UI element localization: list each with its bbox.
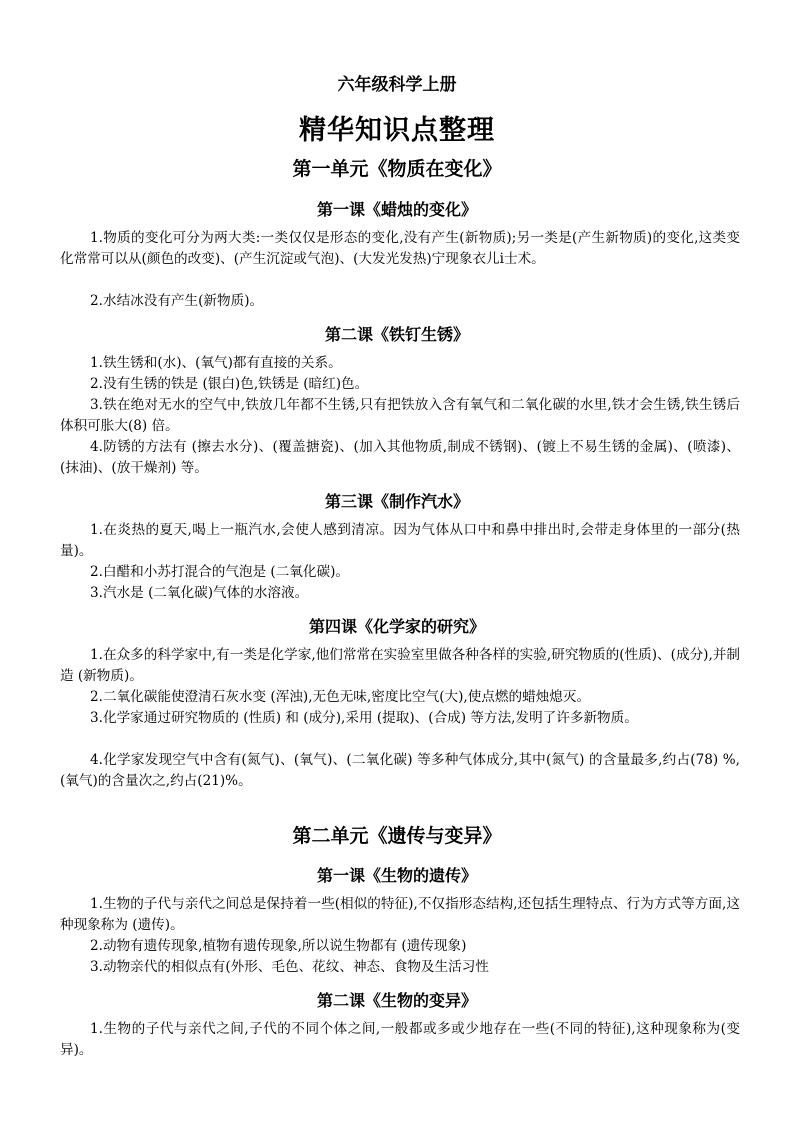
paragraph: 3.汽水是 (二氧化碳)气体的水溶液。 [90,585,309,601]
unit-2-title: 第二单元《遗传与变异》 [292,825,502,847]
paragraph: 1.物质的变化可分为两大类:一类仅仅是形态的变化,没有产生(新物质);另一类是(产生新物质)的变化,这类变化常常可以从(颜色的改变)、(产生沉淀或气泡)、(大发光发热)宁现象衣儿ⅰ士术。 [60,230,740,267]
unit-1-lesson-2-title: 第二课《铁钉生锈》 [324,325,469,344]
paragraph: 1.铁生锈和(水)、(氧气)都有直接的关系。 [90,355,342,371]
paragraph: 4.化学家发现空气中含有(氮气)、(氧气)、(二氧化碳) 等多种气体成分,其中(氮气) 的含量最多,约占(78) %,(氧气)的含量次之,约占(21)%。 [60,752,740,789]
paragraph: 2.水结冰没有产生(新物质)。 [90,293,264,309]
paragraph: 1.生物的子代与亲代之间总是保持着一些(相似的特征),不仅指形态结构,还包括生理特点、行为方式等方面,这种现象称为 (遗传)。 [60,896,740,933]
paragraph: 1.生物的子代与亲代之间,子代的不同个体之间,一般都或多或少地存在一些(不同的特征),这种现象称为(变异)。 [60,1021,740,1058]
unit-1-lesson-3-title: 第三课《制作汽水》 [324,492,469,511]
paragraph: 3.化学家通过研究物质的 (性质) 和 (成分),采用 (提取)、(合成) 等方法,发明了许多新物质。 [90,710,638,726]
unit-2-lesson-2-title: 第二课《生物的变异》 [316,991,477,1010]
paragraph: 2.动物有遗传现象,植物有遗传现象,所以说生物都有 (遗传现象) [90,938,467,954]
unit-1-lesson-4-title: 第四课《化学家的研究》 [308,617,485,636]
paragraph: 3.铁在绝对无水的空气中,铁放几年都不生锈,只有把铁放入含有氧气和二氧化碳的水里,铁才会生锈,铁生锈后体积可胀大(8) 倍。 [60,397,740,434]
paragraph: 1.在众多的科学家中,有一类是化学家,他们常常在实验室里做各种各样的实验,研究物质的(性质)、(成分),并制造 (新物质)。 [60,647,740,684]
paragraph: 2.二氧化碳能使澄清石灰水变 (浑浊),无色无味,密度比空气(大),使点燃的蜡烛熄灭。 [90,689,591,705]
paragraph: 1.在炎热的夏天,喝上一瓶汽水,会使人感到清凉。因为气体从口中和鼻中排出时,会带走身体里的一部分(热量)。 [60,522,740,559]
main-title: 精华知识点整理 [299,115,495,146]
unit-2-lesson-1-title: 第一课《生物的遗传》 [316,866,477,885]
unit-1-title: 第一单元《物质在变化》 [292,158,502,180]
paragraph: 2.白醋和小苏打混合的气泡是 (二氧化碳)。 [90,564,349,580]
grade-title: 六年级科学上册 [337,75,457,95]
paragraph: 3.动物亲代的相似点有(外形、毛色、花纹、神态、食物及生活习性 [90,959,489,975]
paragraph: 2.没有生锈的铁是 (银白)色,铁锈是 (暗红)色。 [90,376,369,392]
unit-1-lesson-1-title: 第一课《蜡烛的变化》 [316,200,477,219]
paragraph: 4.防锈的方法有 (擦去水分)、(覆盖搪瓷)、(加入其他物质,制成不锈钢)、(镀上不易生锈的金属)、(喷漆)、(抹油)、(放干燥剂) 等。 [60,439,740,476]
